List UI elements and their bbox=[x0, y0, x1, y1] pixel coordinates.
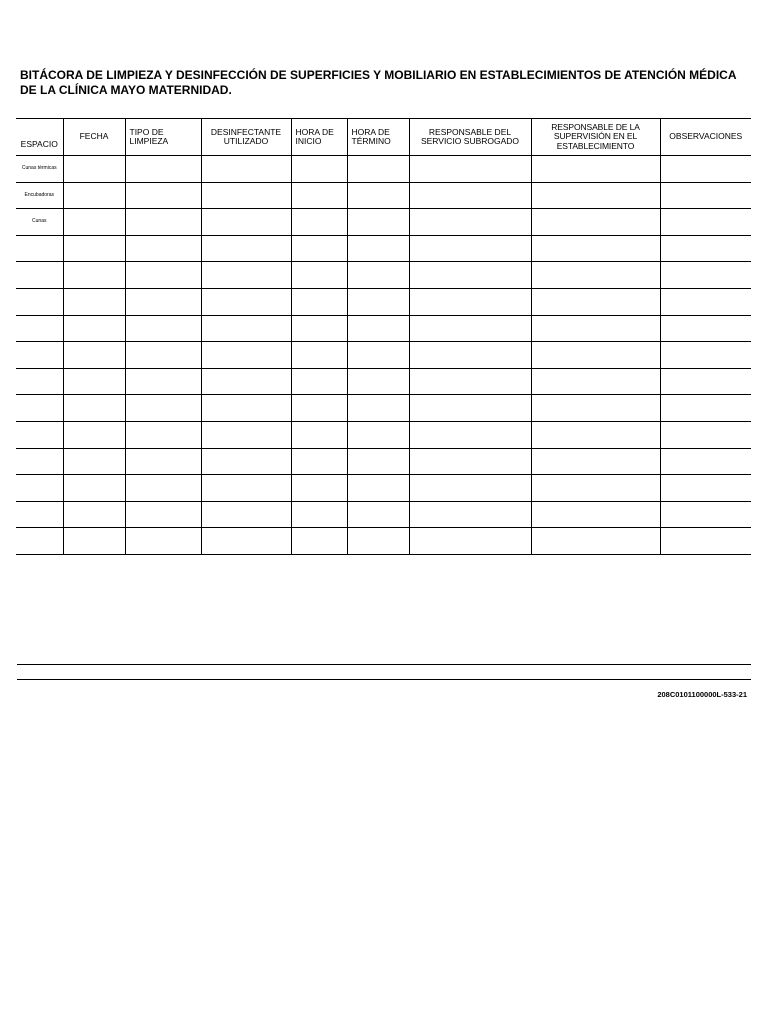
table-cell[interactable] bbox=[409, 235, 531, 262]
table-cell[interactable] bbox=[531, 209, 660, 236]
table-cell[interactable] bbox=[660, 156, 751, 183]
table-cell[interactable] bbox=[347, 182, 409, 209]
table-cell[interactable] bbox=[660, 501, 751, 528]
table-cell[interactable] bbox=[291, 315, 347, 342]
table-cell[interactable] bbox=[125, 235, 201, 262]
table-cell[interactable] bbox=[201, 421, 291, 448]
table-cell[interactable] bbox=[660, 475, 751, 502]
table-cell[interactable] bbox=[201, 395, 291, 422]
table-cell[interactable] bbox=[531, 288, 660, 315]
table-cell[interactable] bbox=[291, 235, 347, 262]
table-cell[interactable] bbox=[291, 182, 347, 209]
table-cell[interactable] bbox=[125, 395, 201, 422]
table-cell[interactable] bbox=[63, 368, 125, 395]
table-cell[interactable] bbox=[125, 315, 201, 342]
table-cell[interactable] bbox=[409, 395, 531, 422]
table-cell[interactable] bbox=[347, 209, 409, 236]
espacio-cell[interactable]: Cunas bbox=[16, 209, 63, 236]
table-cell[interactable] bbox=[291, 395, 347, 422]
espacio-cell[interactable] bbox=[16, 475, 63, 502]
espacio-cell[interactable] bbox=[16, 262, 63, 289]
table-row bbox=[16, 528, 751, 555]
table-row bbox=[16, 501, 751, 528]
table-row bbox=[16, 156, 751, 183]
table-cell[interactable] bbox=[291, 262, 347, 289]
table-cell[interactable] bbox=[660, 528, 751, 555]
table-cell[interactable] bbox=[201, 368, 291, 395]
table-cell[interactable] bbox=[201, 262, 291, 289]
table-cell[interactable] bbox=[409, 448, 531, 475]
table-cell[interactable] bbox=[347, 448, 409, 475]
table-cell[interactable] bbox=[347, 315, 409, 342]
table-cell[interactable] bbox=[201, 209, 291, 236]
table-cell[interactable] bbox=[201, 315, 291, 342]
table-row bbox=[16, 448, 751, 475]
table-cell[interactable] bbox=[347, 421, 409, 448]
table-cell[interactable] bbox=[409, 342, 531, 369]
table-cell[interactable] bbox=[63, 315, 125, 342]
table-cell[interactable] bbox=[409, 501, 531, 528]
table-cell[interactable] bbox=[531, 475, 660, 502]
table-cell[interactable] bbox=[660, 342, 751, 369]
table-row bbox=[16, 315, 751, 342]
table-cell[interactable] bbox=[63, 342, 125, 369]
table-cell[interactable] bbox=[201, 528, 291, 555]
table-row bbox=[16, 368, 751, 395]
table-cell[interactable] bbox=[531, 528, 660, 555]
column-header-espacio: ESPACIO bbox=[16, 119, 63, 156]
table-cell[interactable] bbox=[125, 368, 201, 395]
table-header-row bbox=[16, 119, 751, 156]
table-cell[interactable] bbox=[347, 156, 409, 183]
table-cell[interactable] bbox=[409, 182, 531, 209]
table-cell[interactable] bbox=[409, 475, 531, 502]
table-cell[interactable] bbox=[531, 421, 660, 448]
table-cell[interactable] bbox=[201, 288, 291, 315]
table-cell[interactable] bbox=[291, 342, 347, 369]
column-header-tipo-limpieza: TIPO DE LIMPIEZA bbox=[125, 119, 201, 156]
espacio-cell[interactable]: Cunas térmicas bbox=[16, 156, 63, 183]
table-cell[interactable] bbox=[125, 528, 201, 555]
table-row bbox=[16, 209, 751, 236]
table-cell[interactable] bbox=[201, 475, 291, 502]
espacio-cell[interactable] bbox=[16, 342, 63, 369]
table-cell[interactable] bbox=[63, 235, 125, 262]
table-cell[interactable] bbox=[63, 448, 125, 475]
column-header-responsable-supervision: RESPONSABLE DE LA SUPERVISIÓN EN EL ESTABLECIMIENTO bbox=[531, 119, 660, 156]
table-cell[interactable] bbox=[291, 209, 347, 236]
espacio-cell[interactable]: Encubadoras bbox=[16, 182, 63, 209]
table-cell[interactable] bbox=[201, 448, 291, 475]
table-cell[interactable] bbox=[125, 448, 201, 475]
table-cell[interactable] bbox=[347, 235, 409, 262]
table-cell[interactable] bbox=[125, 288, 201, 315]
table-cell[interactable] bbox=[63, 501, 125, 528]
table-cell[interactable] bbox=[531, 235, 660, 262]
table-cell[interactable] bbox=[531, 315, 660, 342]
table-cell[interactable] bbox=[291, 448, 347, 475]
table-cell[interactable] bbox=[347, 262, 409, 289]
espacio-cell[interactable] bbox=[16, 501, 63, 528]
table-cell[interactable] bbox=[531, 182, 660, 209]
table-cell[interactable] bbox=[409, 528, 531, 555]
table-cell[interactable] bbox=[409, 262, 531, 289]
table-cell[interactable] bbox=[125, 475, 201, 502]
table-cell[interactable] bbox=[660, 368, 751, 395]
table-cell[interactable] bbox=[347, 368, 409, 395]
table-cell[interactable] bbox=[291, 368, 347, 395]
table-row bbox=[16, 395, 751, 422]
table-cell[interactable] bbox=[291, 475, 347, 502]
table-cell[interactable] bbox=[409, 156, 531, 183]
column-header-observaciones: OBSERVACIONES bbox=[660, 119, 751, 156]
table-cell[interactable] bbox=[531, 156, 660, 183]
table-row bbox=[16, 288, 751, 315]
column-header-fecha: FECHA bbox=[63, 119, 125, 156]
table-cell[interactable] bbox=[660, 288, 751, 315]
table-cell[interactable] bbox=[531, 448, 660, 475]
espacio-cell[interactable] bbox=[16, 315, 63, 342]
table-cell[interactable] bbox=[125, 209, 201, 236]
table-cell[interactable] bbox=[63, 288, 125, 315]
table-cell[interactable] bbox=[63, 262, 125, 289]
table-cell[interactable] bbox=[409, 209, 531, 236]
table-cell[interactable] bbox=[63, 156, 125, 183]
table-cell[interactable] bbox=[347, 501, 409, 528]
table-row bbox=[16, 235, 751, 262]
table-cell[interactable] bbox=[63, 182, 125, 209]
table-cell[interactable] bbox=[531, 395, 660, 422]
table-cell[interactable] bbox=[201, 182, 291, 209]
espacio-cell[interactable] bbox=[16, 421, 63, 448]
table-row bbox=[16, 262, 751, 289]
column-header-hora-termino: HORA DE TÉRMINO bbox=[347, 119, 409, 156]
table-cell[interactable] bbox=[531, 262, 660, 289]
column-header-responsable-servicio: RESPONSABLE DEL SERVICIO SUBROGADO bbox=[409, 119, 531, 156]
table-cell[interactable] bbox=[291, 528, 347, 555]
cleaning-log-table bbox=[16, 118, 751, 555]
table-cell[interactable] bbox=[291, 501, 347, 528]
signature-line bbox=[17, 664, 751, 665]
table-row bbox=[16, 421, 751, 448]
table-cell[interactable] bbox=[347, 342, 409, 369]
table-cell[interactable] bbox=[347, 395, 409, 422]
table-cell[interactable] bbox=[347, 528, 409, 555]
espacio-cell[interactable] bbox=[16, 368, 63, 395]
table-cell[interactable] bbox=[63, 475, 125, 502]
table-cell[interactable] bbox=[660, 262, 751, 289]
table-cell[interactable] bbox=[409, 315, 531, 342]
table-cell[interactable] bbox=[660, 421, 751, 448]
table-cell[interactable] bbox=[63, 395, 125, 422]
footer-divider bbox=[17, 679, 751, 680]
table-cell[interactable] bbox=[201, 501, 291, 528]
table-body bbox=[16, 156, 751, 555]
table-cell[interactable] bbox=[409, 421, 531, 448]
table-cell[interactable] bbox=[409, 288, 531, 315]
table-cell[interactable] bbox=[125, 421, 201, 448]
table-cell[interactable] bbox=[201, 156, 291, 183]
document-code: 208C0101100000L-533-21 bbox=[657, 690, 747, 699]
table-cell[interactable] bbox=[63, 421, 125, 448]
table-cell[interactable] bbox=[201, 342, 291, 369]
table-cell[interactable] bbox=[347, 475, 409, 502]
document-title: BITÁCORA DE LIMPIEZA Y DESINFECCIÓN DE SUPERFICIES Y MOBILIARIO EN ESTABLECIMIENTOS DE ATENCIÓN MÉDICA DE LA CLÍNICA MAYO MATERNIDAD. bbox=[20, 68, 737, 97]
table-cell[interactable] bbox=[660, 235, 751, 262]
espacio-cell[interactable] bbox=[16, 395, 63, 422]
table-cell[interactable] bbox=[125, 182, 201, 209]
table-cell[interactable] bbox=[125, 262, 201, 289]
table-cell[interactable] bbox=[291, 156, 347, 183]
table-cell[interactable] bbox=[660, 395, 751, 422]
espacio-cell[interactable] bbox=[16, 528, 63, 555]
table-cell[interactable] bbox=[531, 501, 660, 528]
table-row bbox=[16, 182, 751, 209]
table-cell[interactable] bbox=[63, 528, 125, 555]
table-cell[interactable] bbox=[660, 315, 751, 342]
table-cell[interactable] bbox=[125, 342, 201, 369]
table-cell[interactable] bbox=[291, 421, 347, 448]
table-cell[interactable] bbox=[125, 501, 201, 528]
column-header-hora-inicio: HORA DE INICIO bbox=[291, 119, 347, 156]
table-row bbox=[16, 475, 751, 502]
table-cell[interactable] bbox=[660, 209, 751, 236]
table-row bbox=[16, 342, 751, 369]
table-cell[interactable] bbox=[201, 235, 291, 262]
espacio-cell[interactable] bbox=[16, 235, 63, 262]
table-cell[interactable] bbox=[660, 448, 751, 475]
espacio-cell[interactable] bbox=[16, 448, 63, 475]
table-cell[interactable] bbox=[291, 288, 347, 315]
column-header-desinfectante: DESINFECTANTE UTILIZADO bbox=[201, 119, 291, 156]
table-cell[interactable] bbox=[660, 182, 751, 209]
table-cell[interactable] bbox=[63, 209, 125, 236]
table-cell[interactable] bbox=[531, 342, 660, 369]
table-cell[interactable] bbox=[347, 288, 409, 315]
espacio-cell[interactable] bbox=[16, 288, 63, 315]
table-cell[interactable] bbox=[531, 368, 660, 395]
table-cell[interactable] bbox=[409, 368, 531, 395]
table-cell[interactable] bbox=[125, 156, 201, 183]
